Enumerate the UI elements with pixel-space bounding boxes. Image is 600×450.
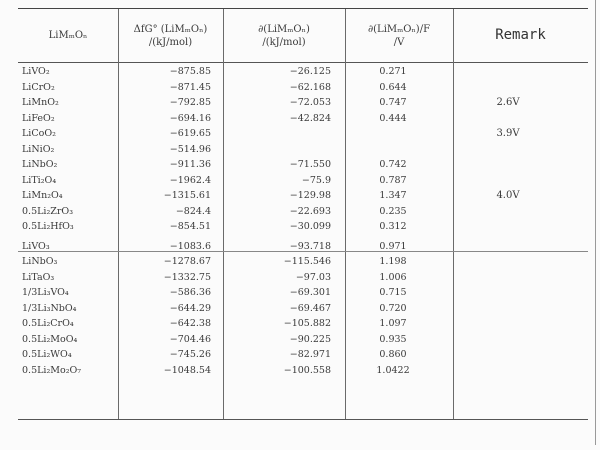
remark-cell — [478, 316, 538, 332]
gibbs-energy-cell: −1315.61 — [163, 190, 211, 201]
partial-energy-cell: −26.125 — [289, 66, 331, 77]
group-separator — [18, 251, 588, 252]
table-row — [18, 219, 588, 235]
remark-cell — [478, 219, 538, 235]
remark-cell — [478, 332, 538, 348]
remark-cell — [478, 285, 538, 301]
gibbs-energy-cell: −694.16 — [169, 112, 211, 124]
header-gibbs — [118, 9, 223, 62]
voltage-cell: 0.444 — [379, 112, 407, 124]
table-row — [18, 332, 588, 348]
compound-cell: 1/3Li₃VO₄ — [22, 287, 69, 298]
voltage-cell: 0.971 — [379, 240, 407, 252]
gibbs-energy-cell: −514.96 — [169, 143, 211, 155]
remark-cell — [478, 80, 538, 96]
header-voltage-line2: /V — [393, 36, 405, 48]
voltage-cell: 0.935 — [379, 333, 407, 345]
compound-cell: LiVO₂ — [22, 66, 50, 77]
voltage-cell: 0.860 — [379, 349, 407, 360]
gibbs-energy-cell: −854.51 — [169, 221, 211, 232]
compound-cell: LiMnO₂ — [22, 97, 59, 108]
gibbs-energy-cell: −1278.67 — [163, 256, 211, 267]
remark-cell: 3.9V — [496, 128, 520, 139]
voltage-cell: 0.715 — [379, 287, 407, 298]
header-voltage-line1: ∂(LiMₘOₙ)/F — [367, 23, 431, 35]
voltage-cell: 1.006 — [379, 271, 407, 283]
compound-cell: 0.5Li₂Mo₂O₇ — [22, 364, 82, 376]
page-edge-line — [595, 0, 596, 445]
remark-cell — [478, 157, 538, 173]
compound-cell: LiNbO₂ — [22, 159, 58, 170]
gibbs-energy-cell: −792.85 — [169, 97, 211, 108]
table-row — [18, 80, 588, 96]
partial-energy-cell: −62.168 — [289, 81, 331, 93]
table-row — [18, 111, 588, 127]
voltage-cell: 0.747 — [379, 97, 407, 108]
gibbs-energy-cell: −1048.54 — [163, 364, 211, 376]
remark-cell — [478, 301, 538, 317]
partial-energy-cell: −97.03 — [295, 271, 331, 283]
gibbs-energy-cell: −871.45 — [169, 81, 211, 93]
gibbs-energy-cell: −586.36 — [169, 287, 211, 298]
gibbs-energy-cell: −644.29 — [169, 302, 211, 314]
compound-cell: 0.5Li₂HfO₃ — [22, 221, 74, 232]
voltage-cell: 1.198 — [379, 256, 407, 267]
voltage-cell — [363, 142, 423, 158]
table-row — [18, 157, 588, 173]
gibbs-energy-cell: −1083.6 — [169, 240, 211, 252]
compound-cell: LiCrO₂ — [22, 81, 55, 93]
partial-energy-cell: −69.467 — [289, 302, 331, 314]
partial-energy-cell: −82.971 — [289, 349, 331, 360]
compound-cell: LiTaO₃ — [22, 271, 55, 283]
remark-cell — [478, 254, 538, 270]
partial-energy-cell: −93.718 — [289, 240, 331, 252]
voltage-cell: 1.347 — [379, 190, 407, 201]
table-row — [18, 316, 588, 332]
header-compound — [18, 9, 118, 62]
partial-energy-cell: −42.824 — [289, 112, 331, 124]
gibbs-energy-cell: −619.65 — [169, 128, 211, 139]
partial-energy-cell: −105.882 — [283, 318, 331, 329]
table-row — [18, 347, 588, 363]
table-row — [18, 301, 588, 317]
compound-cell: 0.5Li₂CrO₄ — [22, 318, 74, 329]
gibbs-energy-cell: −1962.4 — [169, 174, 211, 186]
table-row — [18, 126, 588, 142]
voltage-cell: 0.742 — [379, 159, 407, 170]
compound-cell: LiVO₃ — [22, 240, 50, 252]
partial-energy-cell: −69.301 — [289, 287, 331, 298]
voltage-cell: 1.0422 — [376, 364, 410, 376]
remark-cell — [478, 111, 538, 127]
remark-cell: 2.6V — [496, 97, 520, 108]
compound-cell: 0.5Li₂WO₄ — [22, 349, 72, 360]
compound-cell: LiFeO₂ — [22, 112, 55, 124]
voltage-cell: 0.271 — [379, 66, 407, 77]
table-header — [18, 9, 588, 63]
compound-cell: LiTi₂O₄ — [22, 174, 57, 186]
voltage-cell: 0.787 — [379, 174, 407, 186]
compound-cell: LiNiO₂ — [22, 143, 55, 155]
remark-cell — [478, 142, 538, 158]
partial-energy-cell: −22.693 — [289, 205, 331, 217]
gibbs-energy-cell: −911.36 — [169, 159, 211, 170]
table-row — [18, 64, 588, 80]
table-row — [18, 173, 588, 189]
gibbs-energy-cell: −875.85 — [169, 66, 211, 77]
voltage-cell: 0.720 — [379, 302, 407, 314]
header-voltage — [345, 9, 453, 62]
voltage-cell: 0.644 — [379, 81, 407, 93]
header-partial — [223, 9, 345, 62]
gibbs-energy-cell: −642.38 — [169, 318, 211, 329]
partial-energy-cell: −75.9 — [301, 174, 331, 186]
partial-energy-cell — [223, 126, 331, 142]
compound-cell: LiMn₂O₄ — [22, 190, 63, 201]
table-row — [18, 95, 588, 111]
partial-energy-cell: −72.053 — [289, 97, 331, 108]
table-row — [18, 254, 588, 270]
partial-energy-cell: −30.099 — [289, 221, 331, 232]
voltage-cell — [363, 126, 423, 142]
remark-cell — [478, 173, 538, 189]
gibbs-energy-cell: −745.26 — [169, 349, 211, 360]
table-row — [18, 285, 588, 301]
remark-cell — [478, 270, 538, 286]
compound-cell: LiCoO₂ — [22, 128, 56, 139]
remark-cell — [478, 363, 538, 379]
table-row — [18, 363, 588, 379]
compound-cell: LiNbO₃ — [22, 256, 58, 267]
remark-cell — [478, 64, 538, 80]
header-compound-label: LiMₘOₙ — [48, 30, 88, 41]
header-partial-line2: /(kJ/mol) — [262, 36, 306, 48]
gibbs-energy-cell: −824.4 — [175, 205, 211, 217]
partial-energy-cell: −115.546 — [283, 256, 331, 267]
partial-energy-cell: −90.225 — [289, 333, 331, 345]
voltage-cell: 1.097 — [379, 318, 407, 329]
table-row — [18, 142, 588, 158]
partial-energy-cell — [223, 142, 331, 158]
partial-energy-cell: −71.550 — [289, 159, 331, 170]
partial-energy-cell: −100.558 — [283, 364, 331, 376]
remark-cell — [478, 204, 538, 220]
compound-cell: 0.5Li₂ZrO₃ — [22, 205, 74, 217]
partial-energy-cell: −129.98 — [289, 190, 331, 201]
header-gibbs-line1: ΔfG° (LiMₘOₙ) — [133, 23, 208, 35]
header-remark — [453, 9, 588, 62]
header-gibbs-line2: /(kJ/mol) — [148, 36, 193, 48]
data-table — [18, 8, 588, 420]
header-partial-line1: ∂(LiMₘOₙ) — [258, 23, 310, 35]
table-row — [18, 204, 588, 220]
header-remark-label: Remark — [495, 27, 546, 43]
voltage-cell: 0.235 — [379, 205, 407, 217]
gibbs-energy-cell: −704.46 — [169, 333, 211, 345]
table-row — [18, 270, 588, 286]
gibbs-energy-cell: −1332.75 — [163, 271, 211, 283]
compound-cell: 1/3Li₃NbO₄ — [22, 302, 77, 314]
remark-cell — [478, 347, 538, 363]
table-row — [18, 188, 588, 204]
compound-cell: 0.5Li₂MoO₄ — [22, 333, 78, 345]
voltage-cell: 0.312 — [379, 221, 407, 232]
remark-cell: 4.0V — [496, 190, 520, 201]
